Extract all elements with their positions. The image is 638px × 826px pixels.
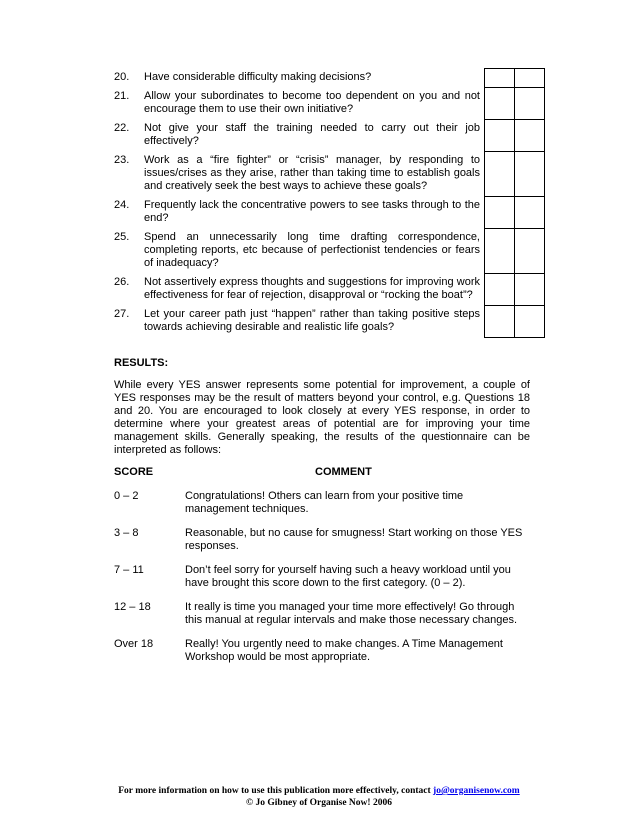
- score-row: [114, 527, 530, 553]
- score-range: Over 18: [114, 638, 154, 650]
- footer-line-1: [0, 785, 638, 797]
- question-text: Not give your staff the training needed to carry out their job effectively?: [144, 121, 480, 147]
- questionnaire-table: [112, 68, 545, 338]
- score-range: 7 – 11: [114, 564, 144, 576]
- score-row: [114, 601, 530, 627]
- footer-email-link[interactable]: jo@organisenow.com: [433, 786, 520, 796]
- answer-box-yes[interactable]: [485, 197, 515, 229]
- score-comment: Reasonable, but no cause for smugness! Start working on those YES responses.: [185, 527, 523, 552]
- answer-box-yes[interactable]: [485, 152, 515, 197]
- answer-box-no[interactable]: [515, 197, 545, 229]
- question-text: Spend an unnecessarily long time drafting correspondence, completing reports, etc because of perfectionist tendencies or fears of inadequacy?: [144, 230, 480, 269]
- score-table-header: [114, 466, 530, 479]
- score-range: 12 – 18: [114, 601, 151, 613]
- answer-box-no[interactable]: [515, 306, 545, 338]
- score-row: [114, 564, 530, 590]
- answer-box-yes[interactable]: [485, 229, 515, 274]
- question-row: [112, 88, 545, 120]
- question-row: [112, 306, 545, 338]
- answer-box-no[interactable]: [515, 120, 545, 152]
- question-number: 22.: [114, 121, 130, 134]
- score-header: SCORE: [114, 466, 154, 478]
- answer-box-no[interactable]: [515, 229, 545, 274]
- question-row: [112, 274, 545, 306]
- question-text: Have considerable difficulty making decisions?: [144, 70, 372, 83]
- footer: [0, 785, 638, 809]
- question-text: Work as a “fire fighter” or “crisis” manager, by responding to issues/crises as they arise, rather than taking time to establish goals and creatively seek the best ways to achieve these goals?: [144, 153, 480, 192]
- question-number: 21.: [114, 89, 130, 102]
- score-row: [114, 490, 530, 516]
- question-row: [112, 69, 545, 88]
- question-text: Frequently lack the concentrative powers to see tasks through to the end?: [144, 198, 480, 224]
- answer-box-yes[interactable]: [485, 274, 515, 306]
- question-number: 24.: [114, 198, 130, 211]
- score-list: [114, 490, 530, 664]
- results-title: RESULTS:: [114, 357, 169, 369]
- answer-box-yes[interactable]: [485, 120, 515, 152]
- answer-box-no[interactable]: [515, 152, 545, 197]
- question-row: [112, 229, 545, 274]
- score-comment: Don’t feel sorry for yourself having such a heavy workload until you have brought this score down to the first category. (0 – 2).: [185, 564, 511, 589]
- question-number: 26.: [114, 275, 130, 288]
- answer-box-yes[interactable]: [485, 88, 515, 120]
- question-row: [112, 152, 545, 197]
- question-number: 27.: [114, 307, 130, 320]
- score-comment: Congratulations! Others can learn from your positive time management techniques.: [185, 490, 464, 515]
- score-comment: It really is time you managed your time more effectively! Go through this manual at regular intervals and make those necessary changes.: [185, 601, 518, 626]
- answer-box-no[interactable]: [515, 274, 545, 306]
- score-comment: Really! You urgently need to make changes. A Time Management Workshop would be most appropriate.: [185, 638, 503, 663]
- footer-contact-text: For more information on how to use this publication more effectively, contact: [118, 786, 434, 796]
- answer-box-yes[interactable]: [485, 306, 515, 338]
- question-text: Let your career path just “happen” rather than taking positive steps towards achieving desirable and realistic life goals?: [144, 307, 480, 333]
- score-range: 3 – 8: [114, 527, 139, 539]
- results-body: While every YES answer represents some potential for improvement, a couple of YES responses may be the result of matters beyond your control, e.g. Questions 18 and 20. You are encouraged to look closely at every YES response, in order to determine where your greatest areas of potential are for improving your time management skills. Generally speaking, the results of the questionnaire can be interpreted as follows:: [114, 379, 530, 456]
- answer-box-yes[interactable]: [485, 69, 515, 88]
- question-row: [112, 197, 545, 229]
- answer-box-no[interactable]: [515, 69, 545, 88]
- question-number: 20.: [114, 70, 130, 83]
- question-text: Allow your subordinates to become too dependent on you and not encourage them to use their own initiative?: [144, 89, 480, 115]
- question-text: Not assertively express thoughts and suggestions for improving work effectiveness for fear of rejection, disapproval or “rocking the boat”?: [144, 275, 480, 301]
- results-section: [114, 357, 530, 664]
- question-number: 25.: [114, 230, 130, 243]
- footer-copyright: © Jo Gibney of Organise Now! 2006: [246, 798, 392, 808]
- score-row: [114, 638, 530, 664]
- score-range: 0 – 2: [114, 490, 139, 502]
- question-row: [112, 120, 545, 152]
- answer-box-no[interactable]: [515, 88, 545, 120]
- question-number: 23.: [114, 153, 130, 166]
- comment-header: COMMENT: [315, 466, 372, 478]
